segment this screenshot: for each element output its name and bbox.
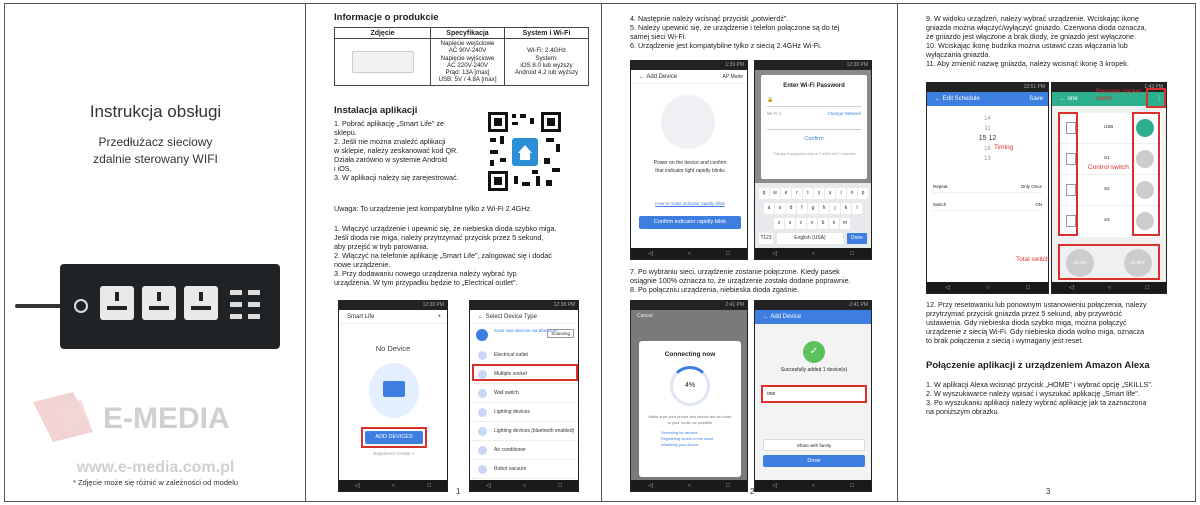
- phone-screenshot-confirm-blink: 1:39 PM ← Add Device AP Mode Power on the device and confirm that indicator light rapidly blinks How to make indicator rapidly blink Confirm indicator rapidly blink ◁ ○ □: [630, 60, 748, 260]
- keyboard-key[interactable]: f: [797, 203, 807, 214]
- device-name-field[interactable]: one: [763, 387, 865, 401]
- android-nav-bar: ◁ ○ □: [927, 282, 1048, 293]
- table-header: System i Wi-Fi: [505, 28, 589, 39]
- timing-label: Timing: [994, 144, 1014, 151]
- keyboard-key[interactable]: x: [785, 218, 795, 229]
- highlight-box: [1058, 244, 1160, 280]
- socket-list: USB S1 S2 S3: [1058, 113, 1162, 237]
- more-options-icon[interactable]: ⋮: [1156, 96, 1162, 102]
- cancel-link[interactable]: Cancel: [637, 313, 653, 319]
- app-header: ← Add Device: [755, 310, 871, 324]
- share-family-button[interactable]: Share with family: [763, 439, 865, 451]
- keyboard-key[interactable]: p: [858, 188, 868, 199]
- page-2: [602, 4, 898, 501]
- page-number: 2: [750, 487, 755, 496]
- app-header: ← Edit Schedule Save: [927, 92, 1048, 106]
- keyboard-key[interactable]: s: [775, 203, 785, 214]
- steps-4-6: 4. Następnie należy wcisnąć przycisk „potwierdź". 5. Należy upewnić się, że urządzenie i telefon połączone są do tej samej sieci Wi-Fi. 6. Urządzenie jest kompatybilne tylko z siecią 2.4GHz Wi-Fi.: [630, 14, 840, 50]
- switch-row[interactable]: Switch ON: [933, 199, 1042, 211]
- page-number: 3: [1046, 487, 1051, 496]
- page-cover: [5, 4, 306, 501]
- alexa-heading: Połączenie aplikacji z urządzeniem Amazon Alexa: [926, 360, 1150, 371]
- phone-screenshot-success: 2:41 PM ← Add Device ✓ Succesfully added 1 device(s) one Share with family Done ◁ ○ □: [754, 300, 872, 492]
- steps-9-11: 9. W widoku urządzeń, należy wybrać urządzenie. Wciskając ikonę gniazda można włączyć/wyłączyć gniazdo. Czerwona dioda oznacza, że gniazdo jest włączone a brak diody, że gniazdo jest wyłączone. 10. Wciskając ikonę budzika można ustawić czas włączania lub wyłączania gniazda. 11. Aby zmienić nazwę gniazda, należy wcisnąć ikonę 3 kropek.: [926, 14, 1147, 68]
- space-key[interactable]: English (USA): [777, 233, 843, 244]
- network-field[interactable]: 🔒: [767, 97, 861, 107]
- keyboard-key[interactable]: j: [830, 203, 840, 214]
- keyboard-key[interactable]: q: [759, 188, 769, 199]
- highlight-box: [361, 427, 427, 448]
- highlight-box: [1146, 88, 1166, 108]
- usb-port-icon: [230, 290, 242, 295]
- no-device-label: No Device: [375, 344, 411, 353]
- power-strip-image: [60, 264, 280, 349]
- table-header: Specyfikacja: [431, 28, 505, 39]
- keyboard-key[interactable]: k: [841, 203, 851, 214]
- keyboard-key[interactable]: y: [814, 188, 824, 199]
- e-media-logo: [33, 392, 273, 442]
- total-switch-label: Total switch: [1016, 256, 1050, 263]
- keyboard-key[interactable]: r: [792, 188, 802, 199]
- device-type-item[interactable]: Electrical outlet: [470, 346, 578, 365]
- usb-port-icon: [230, 314, 242, 319]
- progress-ring: 4%: [670, 366, 710, 406]
- highlight-box: [1058, 112, 1078, 236]
- page-1: [306, 4, 602, 501]
- confirm-button[interactable]: Confirm: [804, 136, 824, 142]
- symbols-key[interactable]: ?123: [759, 233, 773, 244]
- add-devices-button[interactable]: ADD DEVICES: [365, 431, 423, 444]
- all-off-button[interactable]: All OFF: [1124, 249, 1152, 277]
- rename-label: Rename socket name: [1096, 88, 1142, 102]
- socket-icon: [142, 286, 176, 320]
- app-header: ← Select Device Type: [470, 310, 578, 324]
- image-disclaimer: * Zdjęcie może się różnić w zależności od modelu: [72, 478, 239, 487]
- phone-screenshot-device-type: 12:38 PM ← Select Device Type Scan new devices via Bluetooth Scanning Electrical outlet Multiple socket Wall switch Lighting devices Lighting devices (bluetooth enabled) Air conditioner Robot vacuum ◁ ○ □: [469, 300, 579, 492]
- keyboard-key[interactable]: g: [808, 203, 818, 214]
- page-3: [898, 4, 1195, 501]
- keyboard-key[interactable]: l: [852, 203, 862, 214]
- keyboard-key[interactable]: t: [803, 188, 813, 199]
- socket-icon: [184, 286, 218, 320]
- highlight-box: [1132, 112, 1160, 236]
- app-header: ← Add Device AP Mode: [631, 70, 747, 84]
- spec-table: [334, 27, 589, 86]
- phone-screenshot-sockets: 1:43 PM ← one ⋮ USB S1 S2 S3 All ON All OFF ◁ ○ □: [1051, 82, 1167, 294]
- highlight-box: [472, 364, 578, 381]
- phone-screenshot-home: 12:38 PM Smart Life + No Device ADD DEVICES Experience Center > ◁ ○ □: [338, 300, 448, 492]
- keyboard-key[interactable]: h: [819, 203, 829, 214]
- time-picker[interactable]: 14 11 15 12 16 13: [978, 116, 997, 162]
- done-key[interactable]: Done: [847, 233, 867, 244]
- keyboard-key[interactable]: a: [764, 203, 774, 214]
- android-nav-bar: ◁ ○ □: [1052, 282, 1166, 293]
- alexa-steps: 1. W aplikacji Alexa wcisnąć przycisk „HOME" i wybrać opcję „SKILLS". 2. W wyszukiwarce należy wpisać i wyszukać aplikację „Smart life". 3. Po wyszukaniu aplikacji należy wybrać aplikację jak ta zaznaczona na poniższym obrazku.: [926, 380, 1153, 416]
- step-12: 12. Przy resetowaniu lub ponownym ustanowieniu połączenia, należy przytrzymać przycisk gniazda przez 5 sekund, aby przywrócić ustawienia. Gdy niebieska dioda szybko miga, można połączyć urządzenie z siecią Wi-Fi. Gdy niebieska dioda wolno miga, oznacza to brak połączenia z siecią i wymagany jest reset.: [926, 300, 1147, 345]
- password-field[interactable]: [767, 122, 861, 130]
- device-type-item[interactable]: Air conditioner: [470, 441, 578, 460]
- phone-screenshot-schedule: 12:51 PM ← Edit Schedule Save 14 11 15 12 16 13 Repeat Only Once Switch ON ◁ ○ □: [926, 82, 1049, 294]
- keyboard-key[interactable]: z: [774, 218, 784, 229]
- done-button[interactable]: Done: [763, 455, 865, 467]
- android-nav-bar: ◁ ○ □: [339, 480, 447, 491]
- android-nav-bar: ◁ ○ □: [470, 480, 578, 491]
- app-header: ← one ⋮: [1052, 92, 1166, 106]
- keyboard-key[interactable]: c: [796, 218, 806, 229]
- android-nav-bar: ◁ ○ □: [631, 480, 747, 491]
- keyboard-key[interactable]: m: [840, 218, 850, 229]
- keyboard-key[interactable]: i: [836, 188, 846, 199]
- device-illustration: [661, 95, 715, 149]
- power-button-icon: [74, 299, 88, 313]
- system-cell: Wi-Fi: 2.4GHz System: iOS 8.0 lub wyższy Android 4.2 lub wyższy: [505, 39, 589, 86]
- usb-port-icon: [230, 302, 242, 307]
- install-steps: 1. Pobrać aplikację „Smart Life" ze sklepu. 2. Jeśli nie można znaleźć aplikacji w sklepie, należy zeskanować kod QR. Działa zarówno w systemie Android i iOS. 3. W aplikacji należy się zarejestrować.: [334, 119, 459, 182]
- device-type-item[interactable]: Multiple socket: [470, 365, 578, 384]
- android-nav-bar: ◁ ○ □: [631, 248, 747, 259]
- highlight-box: [761, 385, 867, 403]
- change-network-link[interactable]: Change Network: [827, 111, 861, 116]
- device-type-item[interactable]: Lighting devices: [470, 403, 578, 422]
- device-type-item[interactable]: Robot vacuum: [470, 460, 578, 479]
- repeat-row[interactable]: Repeat Only Once: [933, 181, 1042, 193]
- all-on-button[interactable]: All ON: [1066, 249, 1094, 277]
- wifi-dialog: Enter Wi-Fi Password 🔒 Wi-Fi-1 Change Network Confirm This app is supported only on 2.4GHz Wi-Fi channels: [761, 75, 867, 179]
- connecting-card: Connecting now 4% Make sure your phone and device are as close to your router as possible Searching for devices Registering device to the cloud Initializing your device: [639, 341, 741, 477]
- product-info-heading: Informacje o produkcie: [334, 12, 439, 23]
- socket-icon: [100, 286, 134, 320]
- app-header: Smart Life +: [339, 310, 447, 324]
- svg-text:E-MEDIA: E-MEDIA: [103, 402, 230, 435]
- document-frame: [4, 3, 1196, 502]
- website-url: www.e-media.com.pl: [76, 459, 235, 476]
- confirm-blink-button[interactable]: Confirm indicator rapidly blink: [639, 216, 741, 229]
- keyboard-key[interactable]: d: [786, 203, 796, 214]
- scanning-button[interactable]: Scanning: [547, 329, 574, 338]
- device-type-item[interactable]: Lighting devices (bluetooth enabled): [470, 422, 578, 441]
- help-link[interactable]: How to make indicator rapidly blink: [655, 201, 725, 206]
- control-switch-label: Control switch: [1088, 164, 1129, 171]
- save-button[interactable]: Save: [1029, 96, 1043, 102]
- manual-title: Instrukcja obsługi: [89, 102, 222, 121]
- usb-port-icon: [248, 314, 260, 319]
- android-nav-bar: ◁ ○ □: [755, 248, 871, 259]
- qr-code-icon: [486, 110, 563, 193]
- setup-steps: 1. Włączyć urządzenie i upewnić się, że niebieska dioda szybko miga. Jeśli dioda nie miga, należy przytrzymać przycisk przez 5 sekund, aby przejść w tryb parowania. 2. Włączyć na telefonie aplikację „Smart Life", zalogować się i dodać nowe urządzenie. 3. Przy dodawaniu nowego urządzenia należy wybrać typ urządzenia. W tym przypadku będzie to „Electrical outlet".: [334, 224, 557, 287]
- manual-subtitle: Przedłużacz sieciowy zdalnie sterowany WIFI: [93, 135, 218, 166]
- product-thumbnail: [352, 51, 414, 73]
- phone-screenshot-connecting: 2:41 PM Cancel Connecting now 4% Make sure your phone and device are as close to your router as possible Searching for devices Registering device to the cloud Initializing your device ◁ ○ □: [630, 300, 748, 492]
- illustration: [369, 363, 419, 418]
- wifi-warning: Uwaga: To urządzenie jest kompatybilne tylko z Wi-Fi 2.4GHz: [334, 204, 531, 213]
- phone-screenshot-wifi-password: 12:38 PM Enter Wi-Fi Password 🔒 Wi-Fi-1 Change Network Confirm This app is supported only on 2.4GHz Wi-Fi channels q w e r t y u i o p a s d f g h j k l z x c v b n m ?123 English (USA) Done ◁ ○ □: [754, 60, 872, 260]
- wifi-success-icon: ✓: [803, 341, 825, 363]
- android-nav-bar: ◁ ○ □: [755, 480, 871, 491]
- page-number: 1: [456, 487, 461, 496]
- spec-cell: Napięcie wejściowe AC 90V-240V Napięcie wyjściowe AC 220V-240V Prąd: 13A [max] USB: 5V / 4.8A [max]: [431, 39, 505, 86]
- keyboard-key[interactable]: e: [781, 188, 791, 199]
- device-type-item[interactable]: Wall switch: [470, 384, 578, 403]
- power-cable: [15, 304, 63, 308]
- keyboard-key[interactable]: v: [807, 218, 817, 229]
- table-header: Zdjęcie: [335, 28, 431, 39]
- keyboard-key[interactable]: o: [847, 188, 857, 199]
- steps-7-8: 7. Po wybraniu sieci, urządzenie zostanie połączone. Kiedy pasek osiągnie 100% oznacza to, że urządzenie zostało dodane poprawnie. 8. Po połączniu urządzenia, niebieska dioda zgaśnie.: [630, 267, 851, 294]
- keyboard-key[interactable]: u: [825, 188, 835, 199]
- usb-port-icon: [248, 302, 260, 307]
- keyboard-key[interactable]: n: [829, 218, 839, 229]
- keyboard-key[interactable]: w: [770, 188, 780, 199]
- keyboard-key[interactable]: b: [818, 218, 828, 229]
- usb-port-icon: [248, 290, 260, 295]
- install-heading: Instalacja aplikacji: [334, 105, 418, 116]
